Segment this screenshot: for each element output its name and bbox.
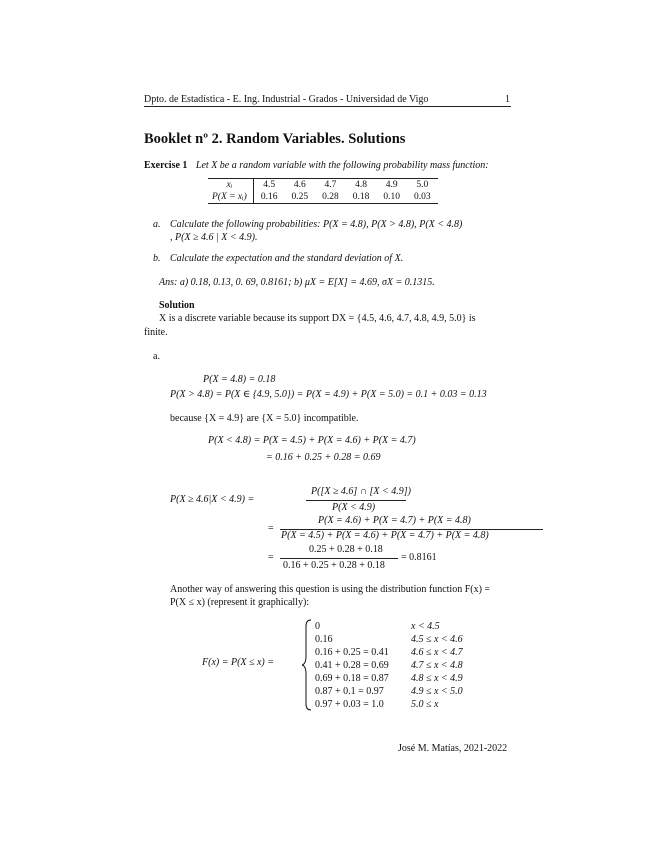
equation-p-less-48-line2: = 0.16 + 0.25 + 0.28 = 0.69 (266, 452, 381, 463)
question-a-line1: Calculate the following probabilities: P(X = 4.8), P(X > 4.8), P(X < 4.8) (170, 219, 463, 230)
solution-heading: Solution (159, 300, 195, 311)
equals-sign: = (268, 552, 274, 563)
answer-line: Ans: a) 0.18, 0.13, 0. 69, 0.8161; b) μX = E[X] = 4.69, σX = 0.1315. (159, 277, 435, 288)
pmf-x-cell: 4.5 (253, 179, 284, 192)
pmf-p-cell: 0.03 (407, 191, 438, 204)
left-brace-icon (301, 618, 313, 712)
table-row (208, 179, 438, 192)
question-b-text: Calculate the expectation and the standard deviation of X. (170, 253, 404, 264)
conditional-result: = 0.8161 (401, 552, 437, 563)
conditional-numerator-3: 0.25 + 0.28 + 0.18 (309, 544, 383, 555)
pmf-p-cell: 0.16 (253, 191, 284, 204)
cdf-value: 0.87 + 0.1 = 0.97 (315, 686, 384, 697)
cdf-condition: x < 4.5 (411, 621, 440, 632)
pmf-table (208, 178, 438, 204)
footer-author: José M. Matías, 2021-2022 (398, 743, 508, 754)
cdf-value: 0.97 + 0.03 = 1.0 (315, 699, 384, 710)
pmf-x-cell: 4.8 (346, 179, 377, 192)
equation-p-less-48-line1: P(X < 4.8) = P(X = 4.5) + P(X = 4.6) + P(X = 4.7) (208, 435, 416, 446)
conditional-denominator-2: P(X = 4.5) + P(X = 4.6) + P(X = 4.7) + P(X = 4.8) (281, 530, 489, 541)
another-way-line2: P(X ≤ x) (represent it graphically): (170, 597, 310, 608)
solution-intro-line1: X is a discrete variable because its support DX = {4.5, 4.6, 4.7, 4.8, 4.9, 5.0} is (159, 313, 476, 324)
exercise-statement (144, 160, 489, 171)
exercise-label: Exercise 1 (144, 160, 188, 171)
pmf-x-cell: 5.0 (407, 179, 438, 192)
cdf-condition: 4.6 ≤ x < 4.7 (411, 647, 463, 658)
question-a-line2: , P(X ≥ 4.6 | X < 4.9). (170, 232, 258, 243)
pmf-row-label-x: xᵢ (208, 179, 253, 192)
exercise-text: Let X be a random variable with the following probability mass function: (195, 160, 489, 171)
page-title: Booklet nº 2. Random Variables. Solutions (144, 131, 406, 147)
cdf-value: 0 (315, 621, 320, 632)
solution-intro-line2: finite. (144, 327, 168, 338)
cdf-condition: 5.0 ≤ x (411, 699, 439, 710)
cdf-condition: 4.8 ≤ x < 4.9 (411, 673, 463, 684)
fraction-bar-3 (280, 558, 398, 559)
incompatibility-note: because {X = 4.9} are {X = 5.0} incompatible. (170, 413, 359, 424)
conditional-denominator-1: P(X < 4.9) (332, 502, 376, 513)
pmf-p-cell: 0.18 (346, 191, 377, 204)
conditional-numerator-2: P(X = 4.6) + P(X = 4.7) + P(X = 4.8) (318, 515, 471, 526)
question-b-marker: b. (153, 253, 161, 264)
running-header: Dpto. de Estadística - E. Ing. Industrial - Grados - Universidad de Vigo (144, 94, 429, 105)
conditional-denominator-3: 0.16 + 0.25 + 0.28 + 0.18 (283, 560, 385, 571)
cdf-value: 0.16 (315, 634, 333, 645)
pmf-x-cell: 4.6 (284, 179, 315, 192)
pmf-x-cell: 4.7 (315, 179, 346, 192)
another-way-line1: Another way of answering this question is using the distribution function F(x) = (170, 584, 491, 595)
part-a-marker: a. (153, 351, 160, 362)
question-a-marker: a. (153, 219, 161, 230)
equals-sign: = (268, 523, 274, 534)
cdf-lhs: F(x) = P(X ≤ x) = (202, 657, 275, 668)
cdf-value: 0.69 + 0.18 = 0.87 (315, 673, 389, 684)
cdf-condition: 4.5 ≤ x < 4.6 (411, 634, 463, 645)
equation-p48: P(X = 4.8) = 0.18 (203, 374, 276, 385)
cdf-value: 0.41 + 0.28 = 0.69 (315, 660, 389, 671)
equation-p-greater-48: P(X > 4.8) = P(X ∈ {4.9, 5.0}) = P(X = 4.9) + P(X = 5.0) = 0.1 + 0.03 = 0.13 (170, 389, 487, 400)
header-rule (144, 106, 511, 107)
conditional-lhs: P(X ≥ 4.6|X < 4.9) = (170, 494, 255, 505)
pmf-p-cell: 0.28 (315, 191, 346, 204)
fraction-bar-1 (306, 500, 406, 501)
conditional-numerator-1: P([X ≥ 4.6] ∩ [X < 4.9]) (311, 486, 412, 497)
cdf-condition: 4.9 ≤ x < 5.0 (411, 686, 463, 697)
table-row (208, 191, 438, 204)
pmf-x-cell: 4.9 (376, 179, 407, 192)
cdf-value: 0.16 + 0.25 = 0.41 (315, 647, 389, 658)
pmf-row-label-p: P(X = xᵢ) (208, 191, 253, 204)
pmf-p-cell: 0.10 (376, 191, 407, 204)
pmf-p-cell: 0.25 (284, 191, 315, 204)
page-number: 1 (505, 94, 510, 105)
cdf-condition: 4.7 ≤ x < 4.8 (411, 660, 463, 671)
